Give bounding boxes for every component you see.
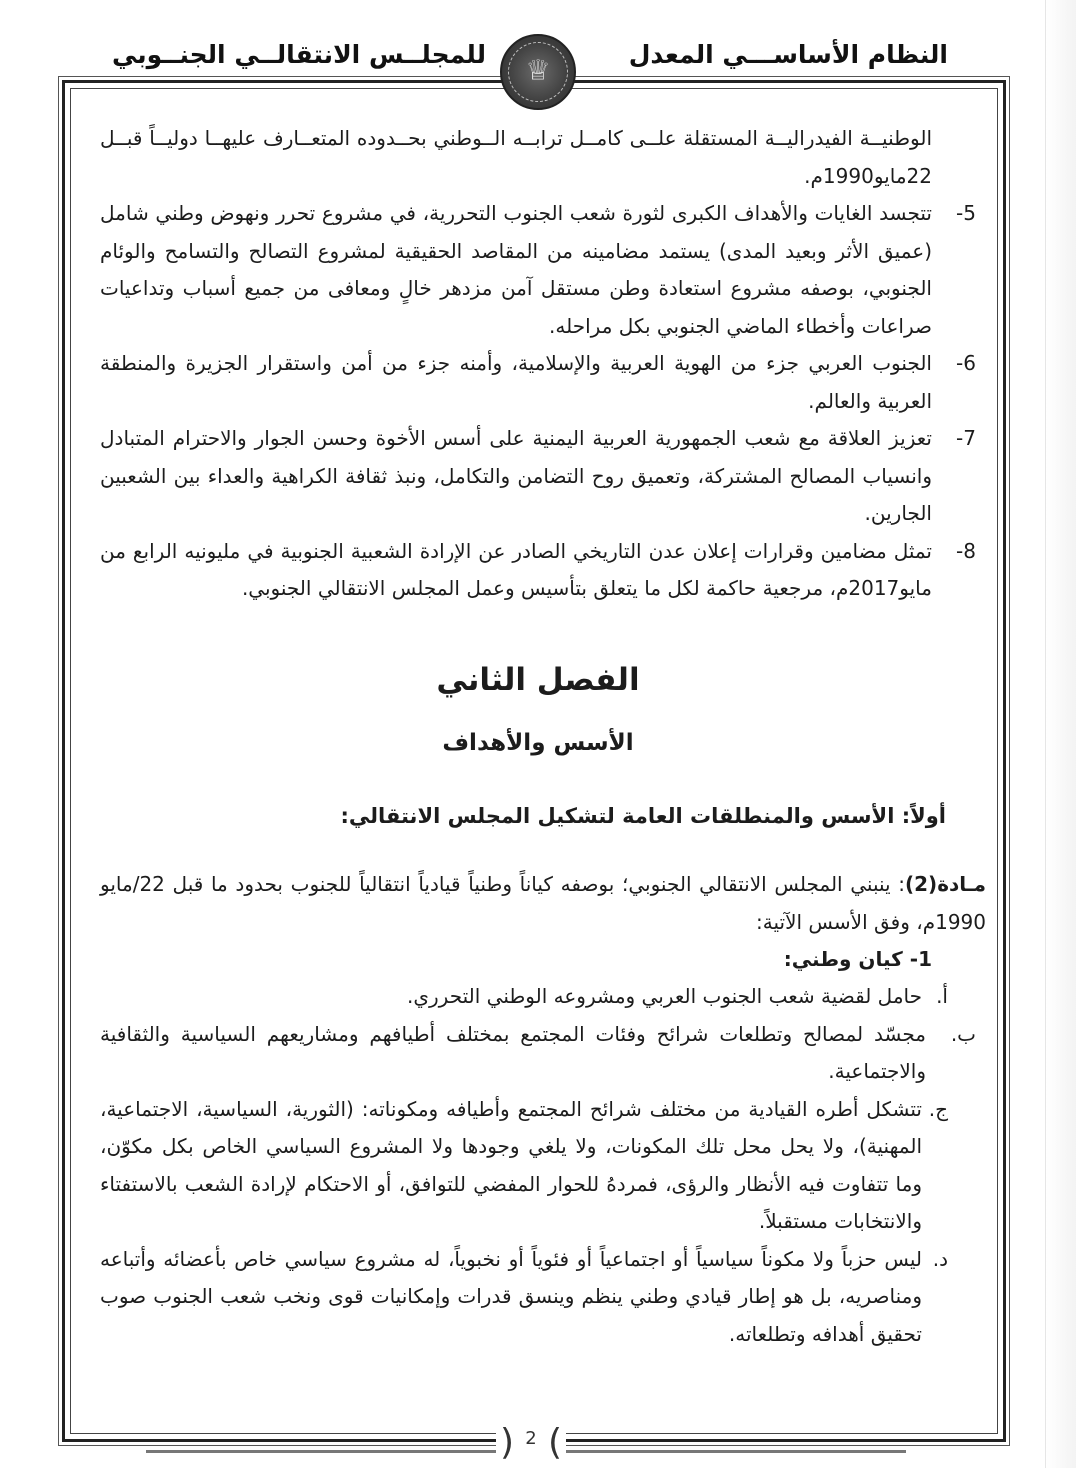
point-text: حامل لقضية شعب الجنوب العربي ومشروعه الوطني التحرري. bbox=[407, 984, 922, 1008]
council-emblem-icon bbox=[500, 34, 576, 110]
point-text: مجسّد لمصالح وتطلعات شرائح وفئات المجتمع بمختلف أطيافهم ومشاريعهم السياسية والثقافية والاجتماعية. bbox=[100, 1021, 926, 1083]
item-number: 7- bbox=[956, 426, 976, 450]
article-2-intro bbox=[100, 866, 986, 941]
item-text: الجنوب العربي جزء من الهوية العربية والإسلامية، وأمنه جزء من أمن واستقرار الجزيرة والمنطقة العربية والعالم. bbox=[100, 351, 932, 413]
point-text: ليس حزباً ولا مكوناً سياسياً أو اجتماعياً أو فئوياً أو نخبوياً، له مشروع سياسي خاص بأعضائه وأتباعه ومناصريه، بل هو إطار قيادي وطني ينظم وينسق قدرات وإمكانيات قوى ونخب شعب الجنوب صوب تحقيق أهدافه وتطلعاته. bbox=[100, 1246, 922, 1346]
item-4-continuation: الوطنيــة الفيدراليــة المستقلة علــى كامــل ترابــه الــوطني بحــدوده المتعــارف عليهــا دوليــاً قبــل 22مايو1990م. bbox=[100, 126, 932, 188]
list-item-5 bbox=[100, 195, 976, 345]
list-item-6 bbox=[100, 345, 976, 420]
header-title-left: للمجلــس الانتقالــي الجنــوبي bbox=[112, 40, 486, 69]
page-number: 2 bbox=[525, 1428, 537, 1449]
footer-line-right bbox=[566, 1450, 906, 1453]
header-title-right: النظام الأساســـي المعدل bbox=[628, 40, 948, 69]
right-bracket-icon: ) bbox=[548, 1422, 563, 1463]
point-d bbox=[100, 1241, 956, 1354]
article-text: : ينبني المجلس الانتقالي الجنوبي؛ بوصفه كياناً وطنياً قيادياً انتقالياً للجنوب بحدود ما قبل 22/مايو 1990م، وفق الأسس الآتية: bbox=[100, 872, 986, 934]
point-text: تتشكل أطره القيادية من مختلف شرائح المجتمع وأطيافه ومكوناته: (الثورية، السياسية، الاجتماعية، المهنية)، ولا يحل محل تلك المكونات، ولا يلغي وجودها ولا المشروع السياسي الخاص بكل مكوّن، وما تتفاوت فيه الأنظار والرؤى، فمردهُ للحوار المفضي للتوافق، أو الاحتكام لإرادة الشعب بالاستفتاء والانتخابات مستقبلاً. bbox=[100, 1096, 922, 1233]
item-text: تتجسد الغايات والأهداف الكبرى لثورة شعب الجنوب التحررية، في مشروع تحرر ونهوض وطني شامل (عميق الأثر وبعيد المدى) يستمد مضامينه من المقاصد الحقيقية لمشروع التصالح والتسامح والوئام الجنوبي، بوصفه مشروع استعادة وطن مستقل آمن مزدهر خالٍ ومعافى من جميع أسباب وتداعيات صراعات وأخطاء الماضي الجنوبي بكل مراحله. bbox=[100, 201, 932, 338]
list-item-8 bbox=[100, 533, 976, 608]
eagle-icon: ♕ bbox=[525, 53, 551, 87]
point-letter: د. bbox=[932, 1246, 948, 1271]
list-item-7 bbox=[100, 420, 976, 533]
point-letter: أ. bbox=[936, 984, 948, 1008]
item-text: تمثل مضامين وقرارات إعلان عدن التاريخي الصادر عن الإرادة الشعبية الجنوبية في مليونيه الرابع من مايو2017م، مرجعية حاكمة لكل ما يتعلق بتأسيس وعمل المجلس الانتقالي الجنوبي. bbox=[100, 538, 932, 600]
point-c bbox=[100, 1091, 956, 1241]
point-a bbox=[100, 978, 956, 1016]
article-label: مـادة(2) bbox=[904, 872, 986, 896]
point-b bbox=[100, 1016, 976, 1091]
section-heading: أولاً: الأسس والمنطلقات العامة لتشكيل المجلس الانتقالي: bbox=[340, 804, 946, 828]
chapter-title: الفصل الثاني bbox=[436, 662, 640, 698]
article-2 bbox=[100, 866, 986, 1353]
item-number: 5- bbox=[956, 201, 976, 225]
point-letter: ب. bbox=[950, 1021, 976, 1046]
item-text: تعزيز العلاقة مع شعب الجمهورية العربية اليمنية على أسس الأخوة وحسن الجوار والاحترام المتبادل وانسياب المصالح المشتركة، وتعميق روح التضامن والتكامل، ونبذ ثقافة الكراهية والعداء بين الشعبين الجارين. bbox=[100, 426, 932, 525]
subheading-national-entity: 1- كيان وطني: bbox=[783, 947, 932, 971]
section-1-continued bbox=[100, 120, 976, 608]
chapter-subtitle: الأسس والأهداف bbox=[442, 730, 634, 756]
item-number: 8- bbox=[956, 538, 976, 563]
left-bracket-icon: ( bbox=[500, 1422, 515, 1463]
footer-line-left bbox=[146, 1450, 496, 1453]
item-number: 6- bbox=[956, 351, 976, 375]
point-letter: ج. bbox=[928, 1096, 948, 1121]
